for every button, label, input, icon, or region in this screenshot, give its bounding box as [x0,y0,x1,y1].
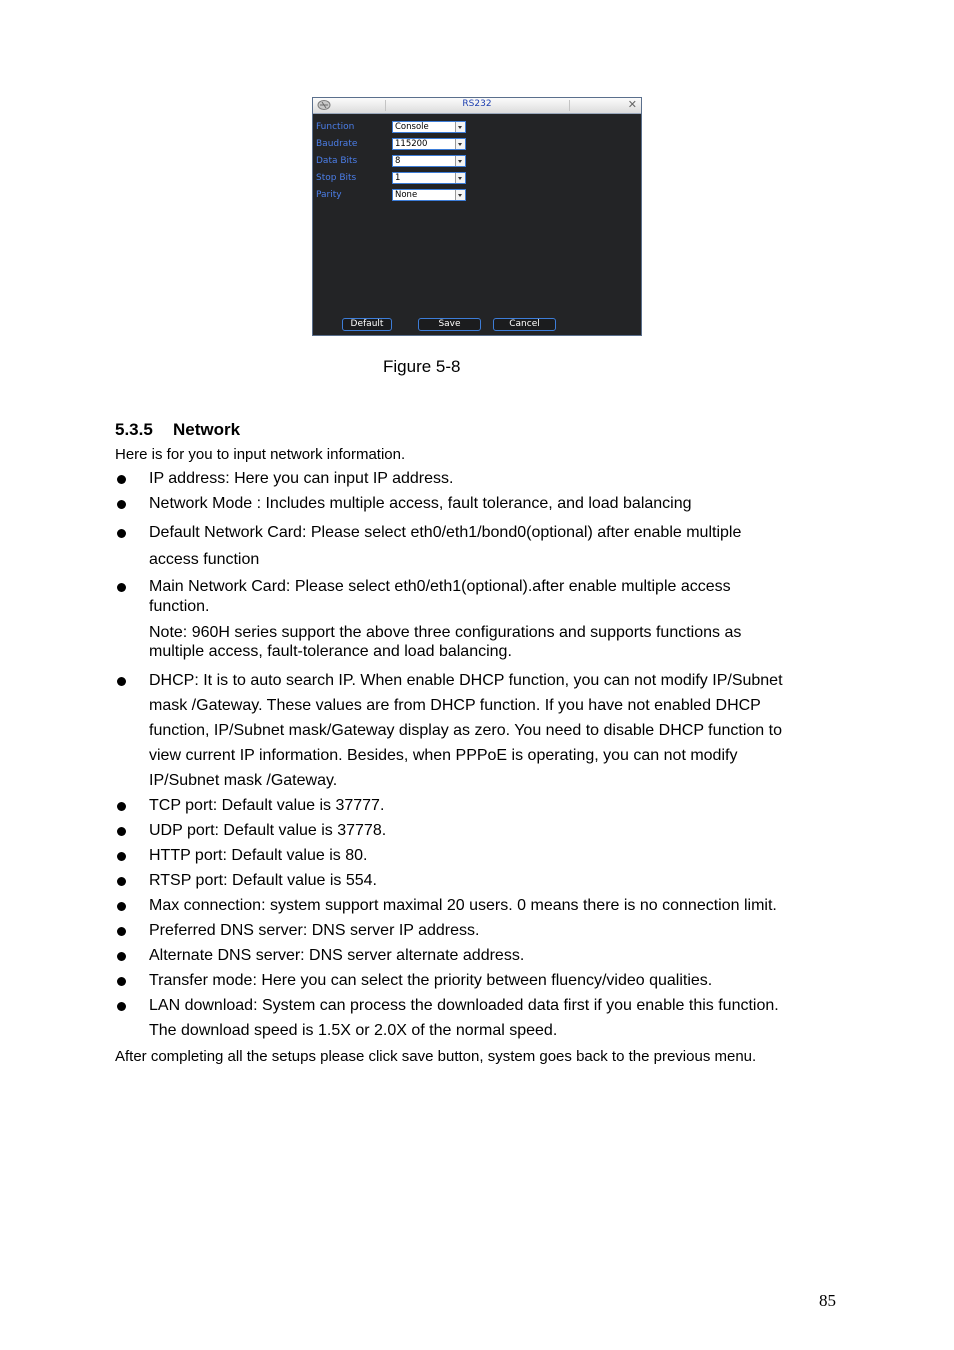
parity-value: None [395,190,418,200]
bullet-http-port: HTTP port: Default value is 80. [149,847,368,864]
bullet-dot [117,852,126,861]
bullet-dot [117,475,126,484]
dialog-titlebar [313,98,641,114]
bullet-ip-address: IP address: Here you can input IP address. [149,470,454,487]
stop-bits-label: Stop Bits [316,173,357,183]
closing-text: After completing all the setups please click save button, system goes back to the previous menu. [115,1048,757,1065]
dialog-title: RS232 [462,99,492,109]
bullet-dot [117,927,126,936]
note-line2: multiple access, fault-tolerance and load balancing. [149,643,512,660]
bullet-lan-download-line2: The download speed is 1.5X or 2.0X of the normal speed. [149,1022,558,1039]
bullet-dot [117,500,126,509]
bullet-dot [117,529,126,538]
bullet-dot [117,977,126,986]
bullet-dot [117,583,126,592]
bullet-dot [117,802,126,811]
bullet-lan-download-line1: LAN download: System can process the downloaded data first if you enable this function. [149,997,779,1014]
default-button[interactable]: Default [342,318,392,331]
data-bits-value: 8 [395,156,401,166]
bullet-rtsp-port: RTSP port: Default value is 554. [149,872,377,889]
bullet-dot [117,902,126,911]
bullet-alternate-dns: Alternate DNS server: DNS server alternate address. [149,947,525,964]
section-number: 5.3.5 [115,420,153,439]
close-icon[interactable]: ✕ [627,99,637,111]
figure-caption: Figure 5-8 [383,357,461,376]
bullet-max-connection: Max connection: system support maximal 20 users. 0 means there is no connection limit. [149,897,777,914]
parity-select[interactable] [392,189,466,201]
function-select[interactable] [392,121,466,133]
bullet-dhcp-line5: IP/Subnet mask /Gateway. [149,772,338,789]
rs232-dialog [312,97,642,336]
stop-bits-select[interactable] [392,172,466,184]
data-bits-select[interactable] [392,155,466,167]
bullet-dot [117,677,126,686]
bullet-dhcp-line4: view current IP information. Besides, when PPPoE is operating, you can not modify [149,747,738,764]
bullet-default-card-line1: Default Network Card: Please select eth0/eth1/bond0(optional) after enable multiple [149,524,742,541]
chevron-down-icon[interactable] [455,139,465,149]
chevron-down-icon[interactable] [455,122,465,132]
bullet-dhcp-line1: DHCP: It is to auto search IP. When enable DHCP function, you can not modify IP/Subnet [149,672,783,689]
bullet-main-card-line1: Main Network Card: Please select eth0/eth1(optional).after enable multiple access [149,578,731,595]
baudrate-value: 115200 [395,139,428,149]
bullet-main-card-line2: function. [149,598,210,615]
chevron-down-icon[interactable] [455,156,465,166]
bullet-dhcp-line2: mask /Gateway. These values are from DHCP function. If you have not enabled DHCP [149,697,761,714]
page-number: 85 [819,1291,836,1310]
bullet-dot [117,1002,126,1011]
chevron-down-icon[interactable] [455,173,465,183]
function-value: Console [395,122,429,132]
chevron-down-icon[interactable] [455,190,465,200]
intro-text: Here is for you to input network information. [115,446,406,463]
bullet-dot [117,952,126,961]
stop-bits-value: 1 [395,173,401,183]
bullet-dhcp-line3: function, IP/Subnet mask/Gateway display as zero. You need to disable DHCP function to [149,722,782,739]
cancel-button[interactable]: Cancel [493,318,556,331]
bullet-dot [117,827,126,836]
bullet-preferred-dns: Preferred DNS server: DNS server IP address. [149,922,480,939]
bullet-default-card-line2: access function [149,551,260,568]
data-bits-label: Data Bits [316,156,358,166]
note-line1: Note: 960H series support the above three configurations and supports functions as [149,624,742,641]
section-title: Network [173,420,241,439]
baudrate-select[interactable] [392,138,466,150]
bullet-transfer-mode: Transfer mode: Here you can select the priority between fluency/video qualities. [149,972,713,989]
bullet-dot [117,877,126,886]
bullet-network-mode: Network Mode : Includes multiple access, fault tolerance, and load balancing [149,495,692,512]
section-heading [115,420,240,440]
save-button[interactable]: Save [418,318,481,331]
bullet-udp-port: UDP port: Default value is 37778. [149,822,387,839]
baudrate-label: Baudrate [316,139,358,149]
function-label: Function [316,122,355,132]
bullet-tcp-port: TCP port: Default value is 37777. [149,797,385,814]
parity-label: Parity [316,190,342,200]
